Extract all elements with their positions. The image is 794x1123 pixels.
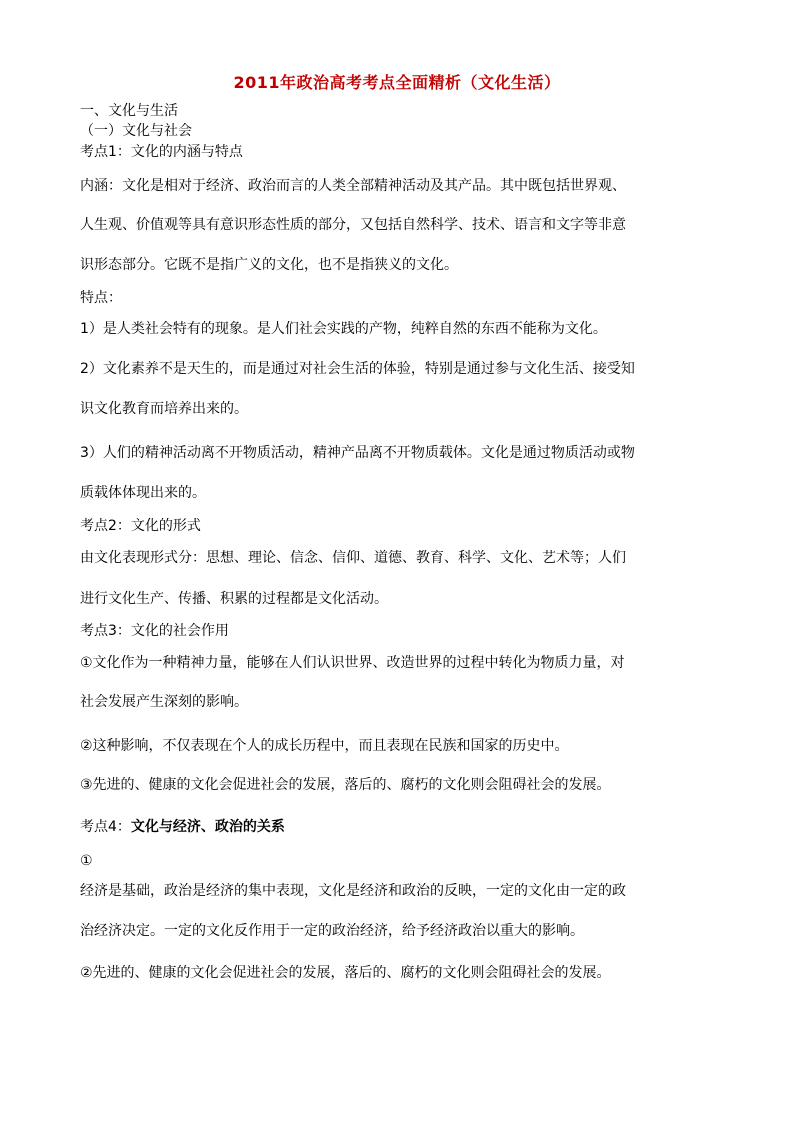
section-heading: 一、文化与生活 bbox=[80, 103, 178, 119]
kp4-line: 经济是基础，政治是经济的集中表现，文化是经济和政治的反映，一定的文化由一定的政 bbox=[80, 883, 626, 899]
kp4-heading-title: 文化与经济、政治的关系 bbox=[130, 819, 285, 835]
kp4-heading-prefix: 考点4： bbox=[80, 819, 131, 835]
document-title: 2011年政治高考考点全面精析（文化生活） bbox=[233, 73, 561, 92]
kp1-heading: 考点1：文化的内涵与特点 bbox=[80, 144, 243, 160]
kp4-item-2: ②先进的、健康的文化会促进社会的发展，落后的、腐朽的文化则会阻碍社会的发展。 bbox=[80, 965, 611, 981]
feature-1: 1）是人类社会特有的现象。是人们社会实践的产物，纯粹自然的东西不能称为文化。 bbox=[80, 321, 607, 337]
kp2-line: 进行文化生产、传播、积累的过程都是文化活动。 bbox=[80, 591, 388, 607]
kp3-heading: 考点3：文化的社会作用 bbox=[80, 623, 229, 639]
kp1-definition-line: 识形态部分。它既不是指广义的文化，也不是指狭义的文化。 bbox=[80, 257, 458, 273]
kp1-definition-line: 内涵：文化是相对于经济、政治而言的人类全部精神活动及其产品。其中既包括世界观、 bbox=[80, 178, 626, 194]
features-label: 特点： bbox=[80, 290, 122, 306]
kp4-marker: ① bbox=[80, 853, 93, 869]
feature-3-line: 3）人们的精神活动离不开物质活动，精神产品离不开物质载体。文化是通过物质活动或物 bbox=[80, 445, 635, 461]
kp3-item-1-line: 社会发展产生深刻的影响。 bbox=[80, 694, 248, 710]
subsection-heading: （一）文化与社会 bbox=[80, 123, 192, 139]
feature-2-line: 识文化教育而培养出来的。 bbox=[80, 401, 248, 417]
kp4-line: 治经济决定。一定的文化反作用于一定的政治经济，给予经济政治以重大的影响。 bbox=[80, 923, 584, 939]
kp2-line: 由文化表现形式分：思想、理论、信念、信仰、道德、教育、科学、文化、艺术等；人们 bbox=[80, 550, 626, 566]
kp3-item-2: ②这种影响，不仅表现在个人的成长历程中，而且表现在民族和国家的历史中。 bbox=[80, 738, 569, 754]
feature-2-line: 2）文化素养不是天生的，而是通过对社会生活的体验，特别是通过参与文化生活、接受知 bbox=[80, 361, 635, 377]
kp4-heading bbox=[80, 818, 720, 836]
kp2-heading: 考点2：文化的形式 bbox=[80, 518, 201, 534]
kp3-item-3: ③先进的、健康的文化会促进社会的发展，落后的、腐朽的文化则会阻碍社会的发展。 bbox=[80, 777, 611, 793]
feature-3-line: 质载体体现出来的。 bbox=[80, 485, 206, 501]
kp3-item-1-line: ①文化作为一种精神力量，能够在人们认识世界、改造世界的过程中转化为物质力量，对 bbox=[80, 655, 625, 671]
kp1-definition-line: 人生观、价值观等具有意识形态性质的部分，又包括自然科学、技术、语言和文字等非意 bbox=[80, 217, 626, 233]
